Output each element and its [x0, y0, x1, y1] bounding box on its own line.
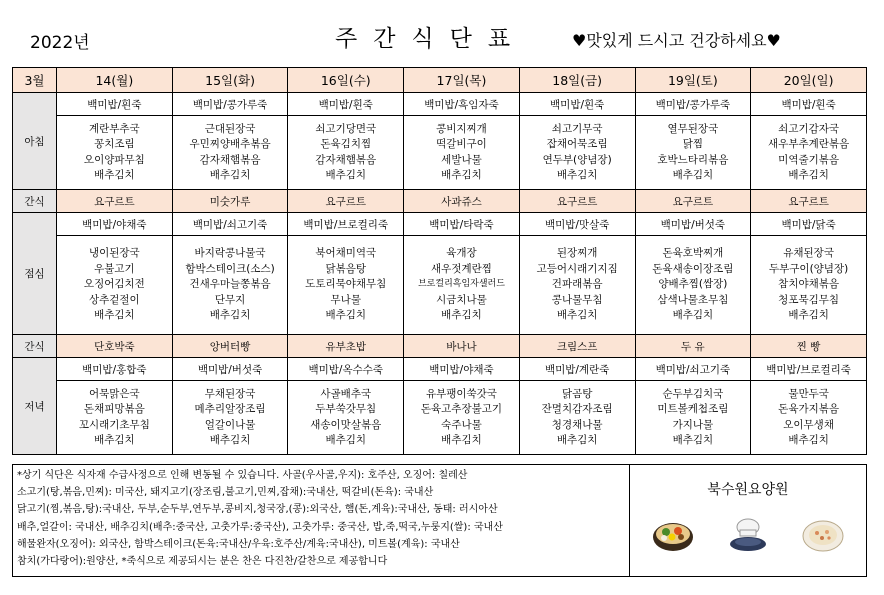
- dish-item: 단무지: [214, 293, 246, 306]
- dish-item: 건새우마늘쫑볶음: [189, 278, 271, 291]
- dish-item: 돈육호박찌개: [662, 247, 724, 260]
- dish-item: 연두부(양념장): [542, 153, 612, 166]
- dishes-cell: [57, 381, 173, 455]
- dish-item: 콩비지찌개: [436, 122, 487, 135]
- menu-cell: 백미밥/콩가루죽: [172, 93, 288, 116]
- note-line: 배추,얼갈이: 국내산, 배추김치(배추:중국산, 고춧가루:중국산), 고춧가루: 중국산, 밥,죽,떡국,누룽지(쌀): 국내산: [17, 521, 503, 533]
- dish-item: 얼갈이나물: [204, 418, 256, 431]
- dish-item: 두부쑥갓무침: [315, 403, 377, 416]
- dish-item: 새우젓계란찜: [431, 262, 492, 275]
- menu-cell: 백미밥/흰죽: [519, 93, 635, 116]
- snack-cell: 찐 빵: [751, 335, 867, 358]
- dish-item: 배추김치: [94, 168, 135, 181]
- day-header-row: [13, 68, 867, 93]
- dish-item: 바지락콩나물국: [194, 247, 266, 260]
- dishes-cell: [172, 116, 288, 190]
- day-header: 14(월): [57, 68, 173, 93]
- dish-item: 무나물: [330, 293, 361, 306]
- dish-item: 감자채햄볶음: [199, 153, 261, 166]
- snack-cell: 크림스프: [519, 335, 635, 358]
- dish-item: 우민찌양배추볶음: [189, 138, 271, 151]
- dish-item: 닭볶음탕: [325, 262, 367, 275]
- dish-item: 숙주나물: [441, 418, 482, 431]
- dish-item: 돈육김치찜: [320, 138, 372, 151]
- dish-item: 감자채햄볶음: [315, 153, 377, 166]
- dishes-cell: [172, 381, 288, 455]
- dish-item: 배추김치: [556, 309, 598, 322]
- dish-item: 삼색나물초무침: [657, 293, 729, 306]
- dish-item: 돈채피망볶음: [83, 403, 145, 416]
- dish-item: 돈육가지볶음: [778, 403, 840, 416]
- meal-label-dinner: 저녁: [13, 358, 57, 455]
- year-label: 2022년: [30, 33, 90, 53]
- dish-item: 순두부김치국: [662, 387, 724, 400]
- dishes-cell: [288, 116, 404, 190]
- dishes-cell: [519, 236, 635, 335]
- dish-item: 시금치나물: [436, 293, 487, 306]
- snack-cell: 요구르트: [288, 190, 404, 213]
- dinner-dishes-row: [13, 381, 867, 455]
- dish-item: 떡갈비구이: [436, 138, 487, 151]
- chef-icon: [724, 517, 772, 553]
- pm-snack-row: [13, 335, 867, 358]
- dish-item: 유부팽이쑥갓국: [425, 387, 497, 400]
- snack-cell: 두 유: [635, 335, 751, 358]
- dish-item: 북어채미역국: [315, 247, 377, 260]
- dish-item: 고등어시래기지짐: [536, 262, 618, 275]
- dishes-cell: [404, 381, 520, 455]
- menu-cell: 백미밥/쇠고기죽: [172, 213, 288, 236]
- dish-item: 미트볼케첩조림: [657, 403, 729, 416]
- snack-cell: 요구르트: [57, 190, 173, 213]
- meal-label-snack: 간식: [13, 190, 57, 213]
- note-line: 해물완자(오징어): 외국산, 함박스테이크(돈육:국내산/우육:호주산/계육:국내산), 미트볼(계육): 국내산: [17, 538, 460, 550]
- dishes-cell: [288, 381, 404, 455]
- dish-item: 가지나물: [672, 418, 714, 431]
- menu-cell: 백미밥/홍합죽: [57, 358, 173, 381]
- dish-item: 새송이맛살볶음: [310, 418, 382, 431]
- slogan: ♥맛있게 드시고 건강하세요♥: [572, 31, 781, 50]
- dish-item: 물만두국: [788, 387, 829, 400]
- dish-item: 두부구이(양념장): [769, 262, 849, 275]
- dishes-cell: [635, 116, 751, 190]
- month-header: 3월: [13, 68, 57, 93]
- dishes-cell: [288, 236, 404, 335]
- menu-cell: 백미밥/흰죽: [57, 93, 173, 116]
- dish-item: 배추김치: [556, 433, 598, 446]
- day-header: 19일(토): [635, 68, 751, 93]
- dish-item: 함박스테이크(소스): [185, 262, 275, 275]
- dishes-cell: [751, 116, 867, 190]
- dish-item: 호박느타리볶음: [657, 153, 729, 166]
- menu-cell: 백미밥/야채죽: [404, 358, 520, 381]
- dishes-cell: [172, 236, 288, 335]
- menu-cell: 백미밥/흰죽: [751, 93, 867, 116]
- dish-item: 우불고기: [94, 262, 135, 275]
- dish-item: 배추김치: [788, 433, 829, 446]
- dish-item: 쇠고기감자국: [778, 122, 840, 135]
- dish-item: 오이양파무침: [83, 153, 145, 166]
- dish-item: 배추김치: [94, 309, 135, 322]
- dish-item: 육개장: [446, 247, 477, 260]
- dish-item: 배추김치: [441, 433, 482, 446]
- dishes-cell: [635, 381, 751, 455]
- breakfast-base-row: [13, 93, 867, 116]
- dish-item: 계란부추국: [88, 122, 140, 135]
- facility-name: 북수원요양원: [707, 482, 789, 498]
- dish-item: 돈육고추장불고기: [420, 403, 503, 416]
- menu-cell: 백미밥/버섯죽: [172, 358, 288, 381]
- dish-item: 배추김치: [209, 433, 251, 446]
- dish-item: 오징어김치전: [83, 278, 145, 291]
- dish-item: 배추김치: [556, 168, 598, 181]
- dish-item: 닭찜: [682, 138, 704, 151]
- dish-item: 건파래볶음: [551, 278, 603, 291]
- dish-item: 도토리묵야채무침: [305, 278, 387, 291]
- am-snack-row: [13, 190, 867, 213]
- dish-item: 메추리알장조림: [194, 403, 266, 416]
- dish-item: 오이무생채: [783, 418, 834, 431]
- dishes-cell: [57, 236, 173, 335]
- dish-item: 상추겉절이: [88, 293, 140, 306]
- dishes-cell: [57, 116, 173, 190]
- dish-item: 냉이된장국: [88, 247, 140, 260]
- note-line: 참치(가다랑어):원양산, *죽식으로 제공되시는 분은 찬은 다진찬/갈찬으로 제공합니다: [17, 556, 388, 568]
- dish-item: 사골배추국: [320, 387, 372, 400]
- day-header: 18일(금): [519, 68, 635, 93]
- dish-item: 근대된장국: [204, 122, 256, 135]
- dishes-cell: [751, 236, 867, 335]
- meal-label-breakfast: 아침: [13, 93, 57, 190]
- dish-item: 쇠고기무국: [551, 122, 603, 135]
- menu-cell: 백미밥/버섯죽: [635, 213, 751, 236]
- day-header: 17일(목): [404, 68, 520, 93]
- menu-cell: 백미밥/브로컬리죽: [288, 213, 404, 236]
- dish-item: 잡채어묵조림: [546, 138, 608, 151]
- dish-item: 참치야채볶음: [778, 278, 840, 291]
- menu-cell: 백미밥/옥수수죽: [288, 358, 404, 381]
- dish-item: 배추김치: [209, 168, 251, 181]
- dish-item: 배추김치: [788, 309, 829, 322]
- dish-item: 배추김치: [672, 309, 714, 322]
- food-illustrations: [630, 517, 866, 553]
- bibimbap-icon: [651, 517, 695, 553]
- salad-bowl-icon: [801, 517, 845, 553]
- menu-cell: 백미밥/계란죽: [519, 358, 635, 381]
- origin-notes: [13, 465, 630, 577]
- dish-item: 배추김치: [325, 309, 367, 322]
- dish-item: 꽁치조림: [94, 138, 135, 151]
- snack-cell: 유부초밥: [288, 335, 404, 358]
- notes-table: [12, 464, 867, 577]
- dish-item: 된장찌개: [556, 247, 598, 260]
- note-line: 닭고기(찜,볶음,탕):국내산, 두부,순두부,연두부,콩비지,청국장,(콩):외국산, 햄(돈,계육):국내산, 동태: 러시아산: [17, 504, 498, 516]
- dishes-cell: [404, 236, 520, 335]
- dishes-cell: [519, 381, 635, 455]
- lunch-dishes-row: [13, 236, 867, 335]
- dish-item: 세발나물: [441, 153, 482, 166]
- dish-item: 콩나물무침: [551, 293, 603, 306]
- snack-cell: 단호박죽: [57, 335, 173, 358]
- dish-item: 새우부추계란볶음: [768, 138, 850, 151]
- dish-item: 브로컬리흑임자샐러드: [417, 279, 505, 290]
- dish-item: 닭곰탕: [561, 387, 593, 400]
- snack-cell: 앙버터빵: [172, 335, 288, 358]
- menu-cell: 백미밥/브로컬리죽: [751, 358, 867, 381]
- dish-item: 꼬시래기초무침: [78, 418, 150, 431]
- note-line: *상기 식단은 식자재 수급사정으로 인해 변동될 수 있습니다. 사골(우사골,우지): 호주산, 오징어: 칠레산: [17, 470, 468, 481]
- dish-item: 어묵맑은국: [88, 387, 140, 400]
- dish-item: 미역줄기볶음: [778, 153, 840, 166]
- note-line: 소고기(탕,볶음,민찌): 미국산, 돼지고기(장조림,불고기,민찌,잡채):국내산, 떡갈비(돈육): 국내산: [17, 487, 434, 499]
- menu-cell: 백미밥/쇠고기죽: [635, 358, 751, 381]
- facility-box: [630, 465, 867, 577]
- breakfast-dishes-row: [13, 116, 867, 190]
- menu-cell: 백미밥/콩가루죽: [635, 93, 751, 116]
- dish-item: 배추김치: [672, 433, 714, 446]
- menu-cell: 백미밥/흰죽: [288, 93, 404, 116]
- snack-cell: 미숫가루: [172, 190, 288, 213]
- snack-cell: 요구르트: [751, 190, 867, 213]
- dish-item: 쇠고기당면국: [315, 122, 377, 135]
- menu-cell: 백미밥/타락죽: [404, 213, 520, 236]
- menu-cell: 백미밥/맛살죽: [519, 213, 635, 236]
- dish-item: 배추김치: [441, 309, 482, 322]
- dish-item: 무채된장국: [204, 387, 256, 400]
- dish-item: 배추김치: [672, 168, 714, 181]
- dish-item: 돈육새송이장조림: [652, 262, 734, 275]
- day-header: 16일(수): [288, 68, 404, 93]
- dish-item: 배추김치: [209, 309, 251, 322]
- dishes-cell: [404, 116, 520, 190]
- snack-cell: 요구르트: [519, 190, 635, 213]
- dish-item: 양배추찜(쌈장): [658, 278, 728, 291]
- dishes-cell: [751, 381, 867, 455]
- dish-item: 유채된장국: [783, 247, 834, 260]
- page-title: 주간식단표: [335, 26, 527, 52]
- dish-item: 열무된장국: [667, 122, 719, 135]
- dish-item: 청경채나물: [551, 418, 603, 431]
- dish-item: 배추김치: [788, 168, 829, 181]
- dishes-cell: [635, 236, 751, 335]
- weekly-menu-table: [12, 67, 867, 455]
- dish-item: 배추김치: [325, 168, 367, 181]
- meal-label-snack: 간식: [13, 335, 57, 358]
- dinner-base-row: [13, 358, 867, 381]
- dish-item: 배추김치: [441, 168, 482, 181]
- snack-cell: 요구르트: [635, 190, 751, 213]
- dishes-cell: [519, 116, 635, 190]
- snack-cell: 사과쥬스: [404, 190, 520, 213]
- day-header: 20일(일): [751, 68, 867, 93]
- snack-cell: 바나나: [404, 335, 520, 358]
- lunch-base-row: [13, 213, 867, 236]
- menu-cell: 백미밥/흑임자죽: [404, 93, 520, 116]
- meal-label-lunch: 점심: [13, 213, 57, 335]
- dish-item: 배추김치: [325, 433, 367, 446]
- dish-item: 배추김치: [94, 433, 135, 446]
- menu-cell: 백미밥/야채죽: [57, 213, 173, 236]
- day-header: 15일(화): [172, 68, 288, 93]
- dish-item: 잔멸치감자조림: [541, 403, 613, 416]
- menu-cell: 백미밥/닭죽: [751, 213, 867, 236]
- dish-item: 청포묵김무침: [778, 293, 840, 306]
